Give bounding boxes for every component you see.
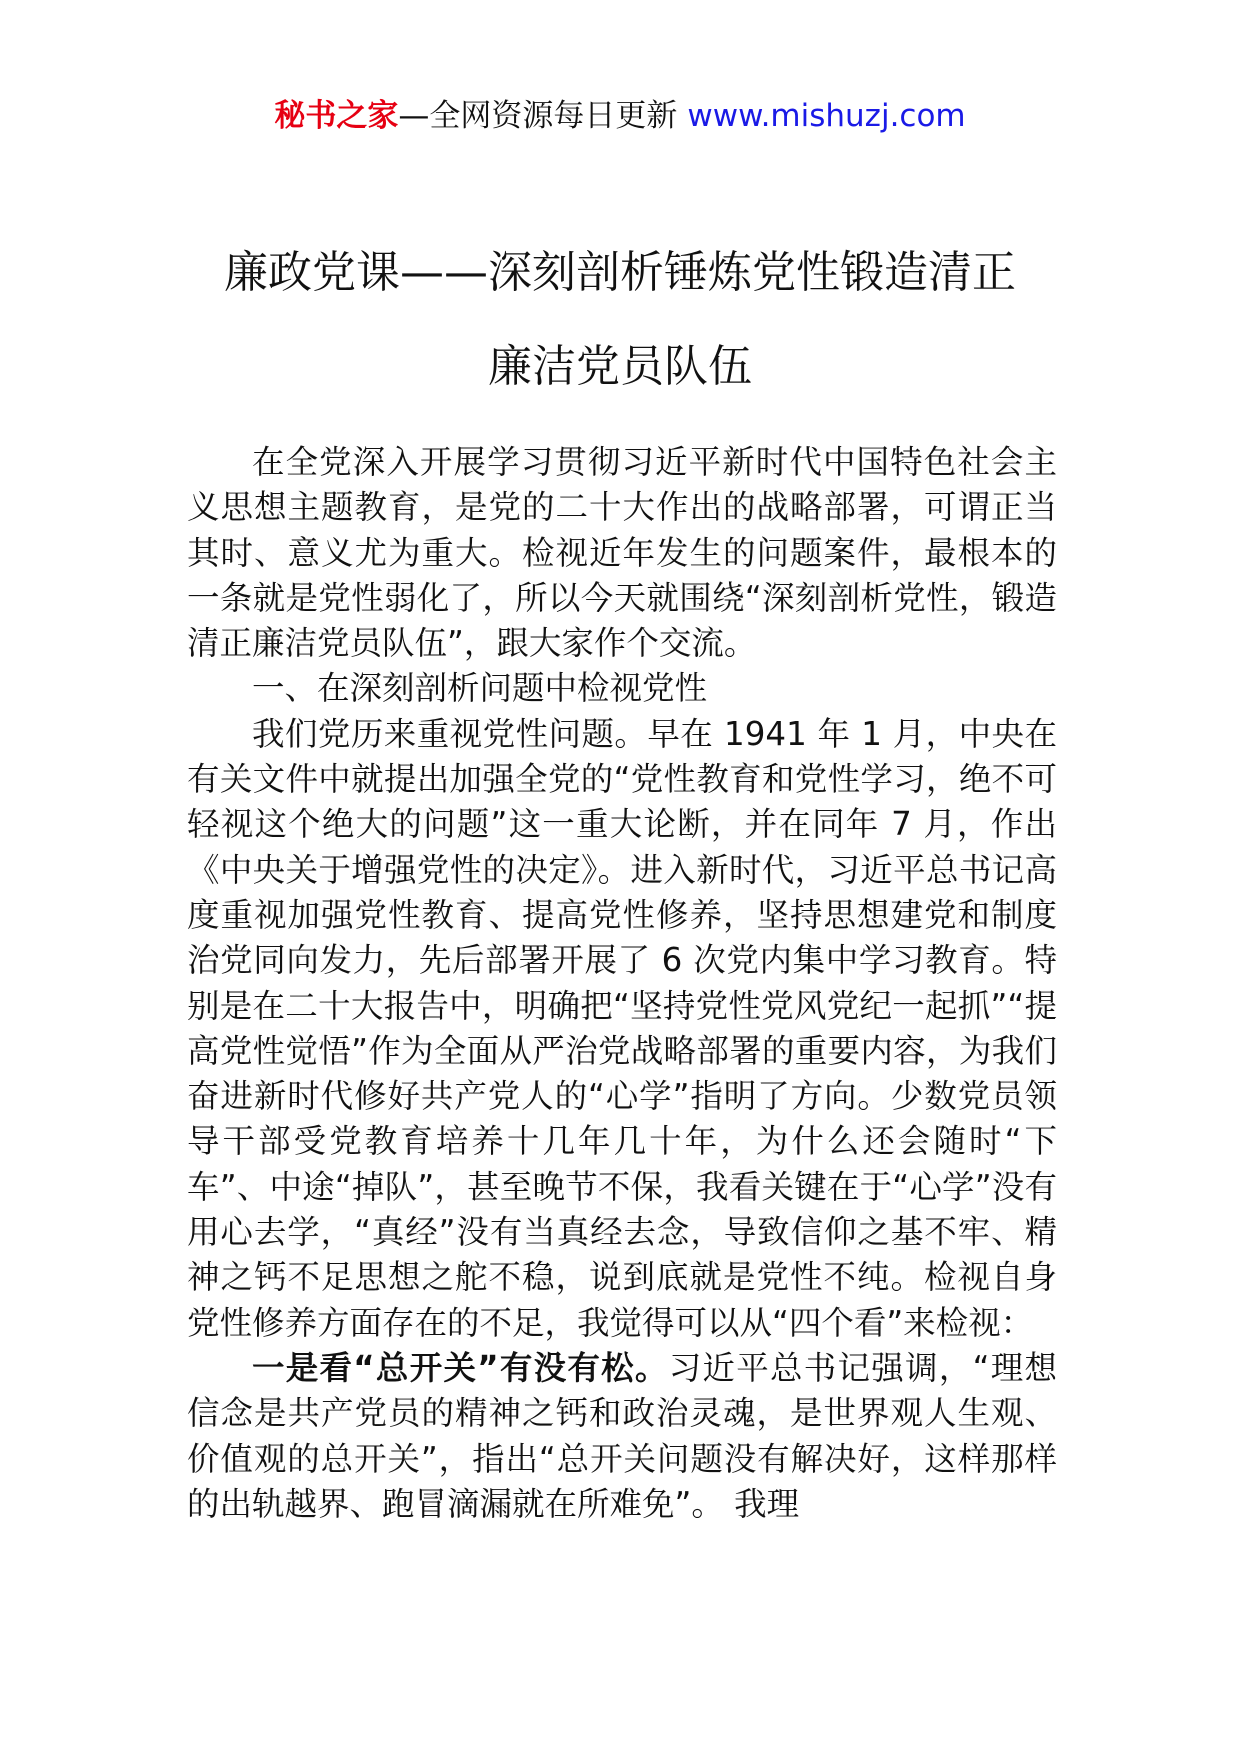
document-title (0, 226, 1240, 414)
section-heading-1: 一、在深刻剖析问题中检视党性 (252, 669, 708, 708)
site-tagline: —全网资源每日更新 (398, 98, 678, 134)
body-paragraph-history: 我们党历来重视党性问题。早在 1941 年 1 月，中央在有关文件中就提出加强全党的“党性教育和党性学习，绝不可轻视这个绝大的问题”这一重大论断，并在同年 7 月，作出《中央关于增强党性的决定》。进入新时代，习近平总书记高度重视加强党性教育、提高党性修养，坚持思想建党和制度治党同向发力，先后部署开展了 6 次党内集中学习教育。特别是在二十大报告中，明确把“坚持党性党风党纪一起抓”“提高党性觉悟”作为全面从严治党战略部署的重要内容，为我们奋进新时代修好共产党人的“心学”指明了方向。少数党员领导干部受党教育培养十几年几十年，为什么还会随时“下车”、中途“掉队”，甚至晚节不保，我看关键在于“心学”没有用心去学，“真经”没有当真经去念，导致信仰之基不牢、精神之钙不足思想之舵不稳，说到底就是党性不纯。检视自身党性修养方面存在的不足，我觉得可以从“四个看”来检视： (187, 714, 1057, 1342)
site-header (0, 96, 1240, 136)
site-name: 秘书之家 (274, 98, 399, 134)
point1-lead: 一是看“总开关”有没有松。 (252, 1348, 669, 1387)
title-line-2: 廉洁党员队伍 (488, 341, 752, 392)
body-paragraph-point1 (187, 1346, 1057, 1527)
document-body (187, 440, 1057, 1527)
point1-text: 习近平总书记强调，“理想信念是共产党员的精神之钙和政治灵魂，是世界观人生观、价值观的总开关”，指出“总开关问题没有解决好，这样那样的出轨越界、跑冒滴漏就在所难免”。 我理 (187, 1348, 1057, 1523)
title-line-1: 廉政党课——深刻剖析锤炼党性锻造清正 (224, 247, 1016, 298)
site-url-link[interactable]: www.mishuzj.com (687, 98, 966, 134)
body-paragraph-intro: 在全党深入开展学习贯彻习近平新时代中国特色社会主义思想主题教育，是党的二十大作出的战略部署，可谓正当其时、意义尤为重大。检视近年发生的问题案件，最根本的一条就是党性弱化了，所以今天就围绕“深刻剖析党性，锻造清正廉洁党员队伍”，跟大家作个交流。 (187, 443, 1057, 663)
